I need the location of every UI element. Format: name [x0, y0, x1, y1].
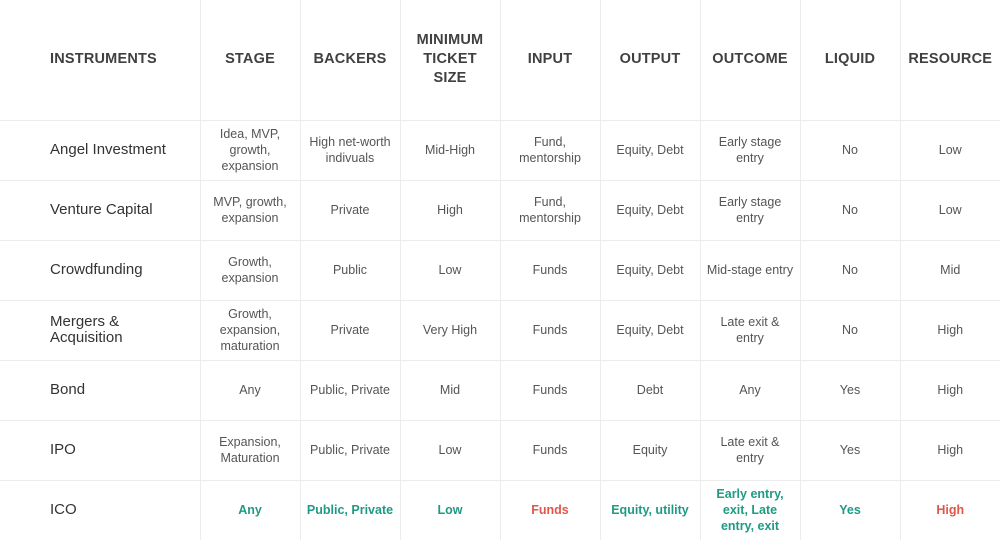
- cell-outcome: Early stage entry: [700, 120, 800, 180]
- table-row: [0, 180, 1000, 240]
- cell-resource: Low: [900, 180, 1000, 240]
- cell-instrument: Bond: [0, 360, 200, 420]
- cell-resource: Low: [900, 120, 1000, 180]
- cell-resource: High: [900, 300, 1000, 360]
- cell-backers: Public, Private: [300, 420, 400, 480]
- cell-output: Equity, Debt: [600, 240, 700, 300]
- cell-input: Funds: [500, 240, 600, 300]
- cell-backers: Public: [300, 240, 400, 300]
- table-row: [0, 240, 1000, 300]
- header-row: [0, 0, 1000, 120]
- cell-input: Fund, mentorship: [500, 120, 600, 180]
- cell-stage: Expansion, Maturation: [200, 420, 300, 480]
- header-outcome: OUTCOME: [700, 0, 800, 120]
- cell-input: Funds: [500, 420, 600, 480]
- cell-input: Fund, mentorship: [500, 180, 600, 240]
- cell-ticket-size: High: [400, 180, 500, 240]
- cell-ticket-size: Low: [400, 420, 500, 480]
- cell-liquid: Yes: [800, 480, 900, 540]
- cell-input: Funds: [500, 360, 600, 420]
- header-backers: BACKERS: [300, 0, 400, 120]
- header-stage: STAGE: [200, 0, 300, 120]
- header-input: INPUT: [500, 0, 600, 120]
- cell-instrument: Crowdfunding: [0, 240, 200, 300]
- table-row: [0, 300, 1000, 360]
- cell-resource: High: [900, 420, 1000, 480]
- cell-liquid: No: [800, 120, 900, 180]
- cell-outcome: Any: [700, 360, 800, 420]
- table-row-highlighted: [0, 480, 1000, 540]
- cell-resource: Mid: [900, 240, 1000, 300]
- table-row: [0, 420, 1000, 480]
- cell-stage: Any: [200, 360, 300, 420]
- cell-output: Equity: [600, 420, 700, 480]
- cell-output: Debt: [600, 360, 700, 420]
- cell-outcome: Late exit & entry: [700, 300, 800, 360]
- cell-ticket-size: Mid-High: [400, 120, 500, 180]
- cell-backers: Public, Private: [300, 360, 400, 420]
- cell-outcome: Early stage entry: [700, 180, 800, 240]
- header-instruments: INSTRUMENTS: [0, 0, 200, 120]
- table-row: [0, 360, 1000, 420]
- cell-liquid: Yes: [800, 360, 900, 420]
- cell-output: Equity, Debt: [600, 180, 700, 240]
- cell-output: Equity, Debt: [600, 300, 700, 360]
- cell-outcome: Mid-stage entry: [700, 240, 800, 300]
- cell-liquid: Yes: [800, 420, 900, 480]
- cell-ticket-size: Low: [400, 240, 500, 300]
- cell-stage: Any: [200, 480, 300, 540]
- cell-input: Funds: [500, 300, 600, 360]
- cell-instrument: ICO: [0, 480, 200, 540]
- cell-outcome: Late exit & entry: [700, 420, 800, 480]
- cell-ticket-size: Low: [400, 480, 500, 540]
- cell-instrument: Venture Capital: [0, 180, 200, 240]
- cell-instrument: Angel Investment: [0, 120, 200, 180]
- cell-ticket-size: Mid: [400, 360, 500, 420]
- cell-stage: Growth, expansion, maturation: [200, 300, 300, 360]
- cell-instrument: Mergers & Acquisition: [0, 300, 200, 360]
- cell-backers: High net-worth indivuals: [300, 120, 400, 180]
- cell-instrument: IPO: [0, 420, 200, 480]
- cell-ticket-size: Very High: [400, 300, 500, 360]
- cell-stage: Idea, MVP, growth, expansion: [200, 120, 300, 180]
- cell-outcome: Early entry, exit, Late entry, exit: [700, 480, 800, 540]
- header-resource: RESOURCE: [900, 0, 1000, 120]
- cell-liquid: No: [800, 180, 900, 240]
- cell-resource: High: [936, 503, 965, 518]
- cell-output: Equity, Debt: [600, 120, 700, 180]
- cell-backers: Private: [300, 300, 400, 360]
- cell-stage: Growth, expansion: [200, 240, 300, 300]
- header-liquid: LIQUID: [800, 0, 900, 120]
- header-minimum-ticket-size: MINIMUM TICKET SIZE: [400, 0, 500, 120]
- cell-liquid: No: [800, 300, 900, 360]
- cell-liquid: No: [800, 240, 900, 300]
- header-output: OUTPUT: [600, 0, 700, 120]
- cell-backers: Public, Private: [300, 480, 400, 540]
- cell-output: Equity, utility: [600, 480, 700, 540]
- cell-stage: MVP, growth, expansion: [200, 180, 300, 240]
- table-row: [0, 120, 1000, 180]
- cell-backers: Private: [300, 180, 400, 240]
- cell-resource: High: [900, 360, 1000, 420]
- cell-input: Funds: [500, 480, 600, 540]
